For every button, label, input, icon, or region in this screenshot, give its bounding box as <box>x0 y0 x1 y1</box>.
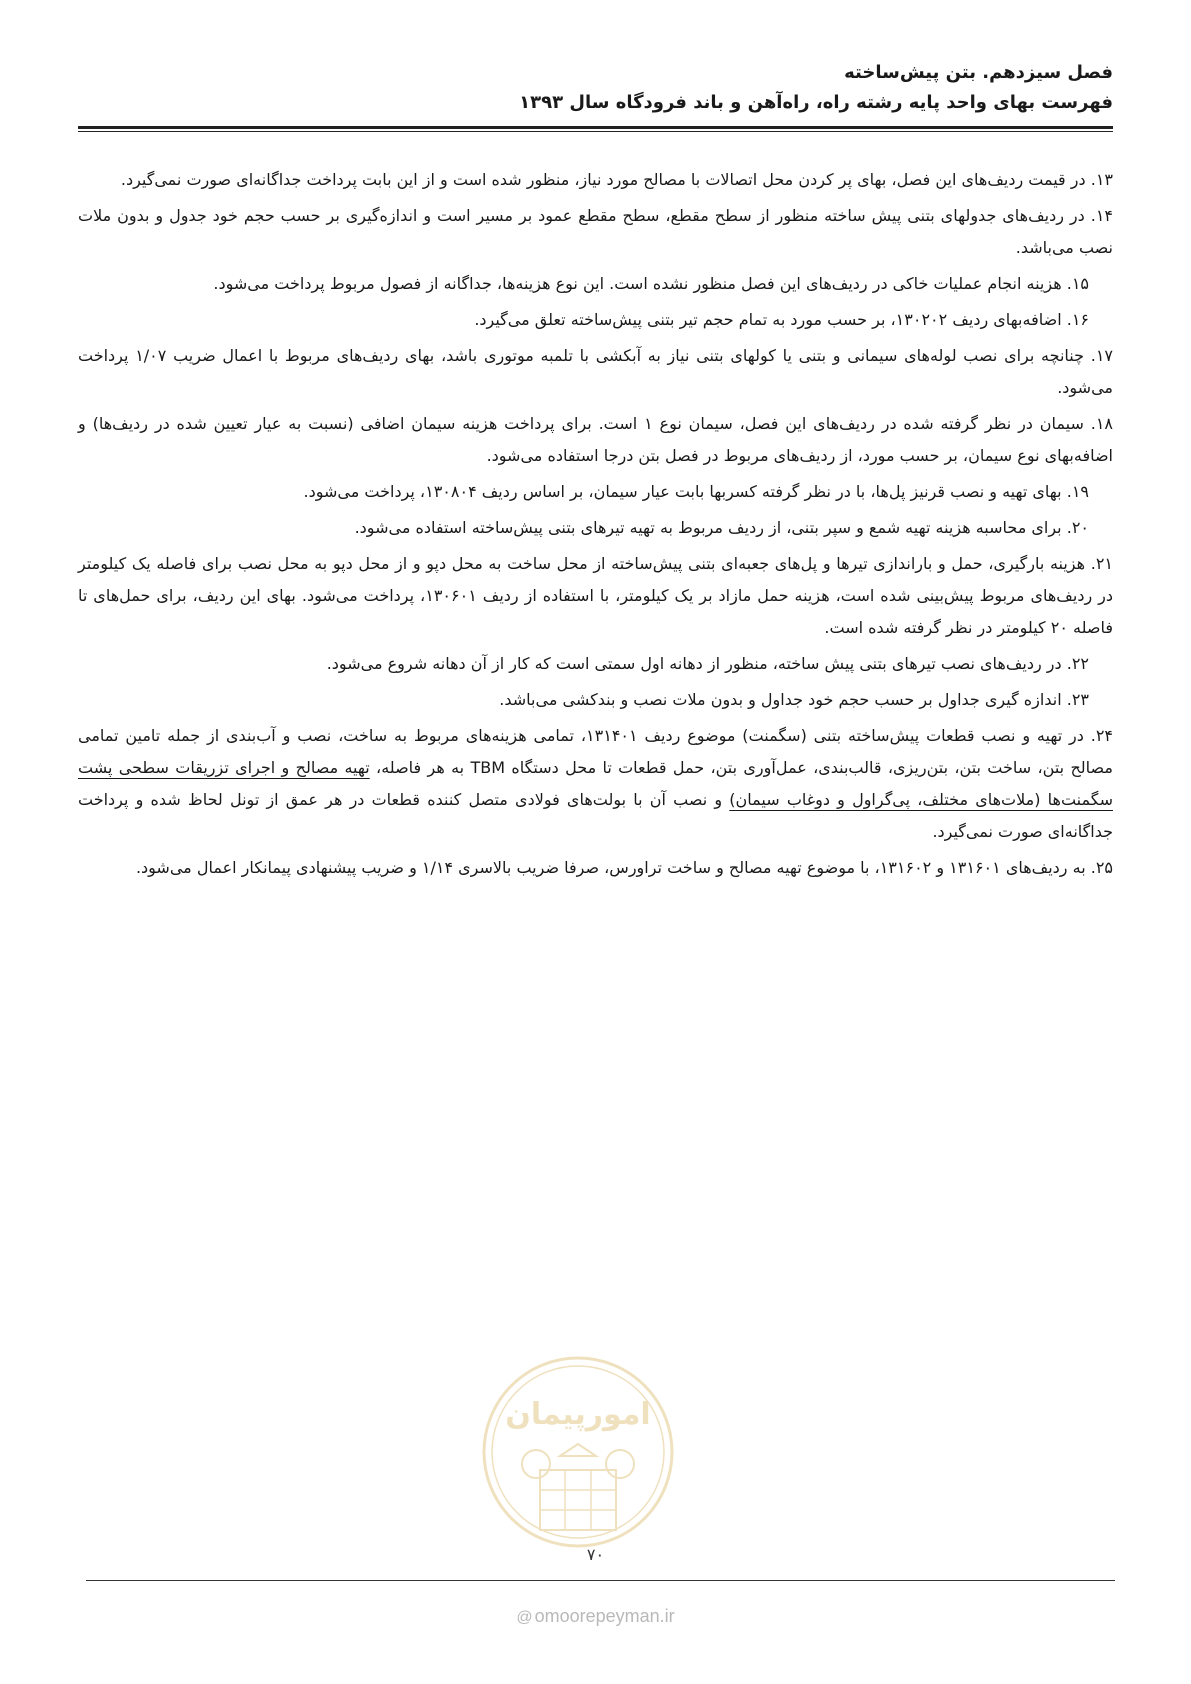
book-title: فهرست بهای واحد پایه رشته راه، راه‌آهن و باند فرودگاه سال ۱۳۹۳ <box>519 92 1113 113</box>
paragraph-13: ۱۳. در قیمت ردیف‌های این فصل، بهای پر کردن محل اتصالات با مصالح مورد نیاز، منظور شده است و از این بابت پرداخت جداگانه‌ای صورت نمی‌گیرد. <box>120 170 1113 189</box>
page-number: ۷۰ <box>586 1545 605 1564</box>
paragraph-17: ۱۷. چنانچه برای نصب لوله‌های سیمانی و بتنی یا کولهای بتنی نیاز به آبکشی با تلمبه موتوری باشد، بهای ردیف‌های مربوط با اعمال ضریب ۱/۰۷ پرداخت می‌شود. <box>78 346 1113 397</box>
paragraph-23: ۲۳. اندازه گیری جداول بر حسب حجم خود جداول و بدون ملات نصب و بندکشی می‌باشد. <box>499 690 1089 709</box>
footer-rule <box>86 1580 1115 1581</box>
paragraph-19: ۱۹. بهای تهیه و نصب قرنیز پل‌ها، با در نظر گرفته کسربها بابت عیار سیمان، بر اساس ردیف ۱۳۰۸۰۴، پرداخت می‌شود. <box>303 482 1089 501</box>
paragraph-18: ۱۸. سیمان در نظر گرفته شده در ردیف‌های این فصل، سیمان نوع ۱ است. برای پرداخت هزینه سیمان اضافی (نسبت به عیار تعیین شده در ردیف‌ها) و اضافه‌بهای نوع سیمان، بر حسب مورد، از ردیف‌های مربوط در فصل بتن درجا استفاده می‌شود. <box>78 414 1114 465</box>
paragraph-24-underlined: تهیه مصالح و اجرای تزریقات سطحی پشت سگمنت‌ها (ملات‌های مختلف، پی‌گراول و دوغاب سیمان) <box>78 758 1114 809</box>
paragraph-24-end: و نصب آن با بولت‌های فولادی متصل کننده قطعات در هر عمق از تونل لحاظ شده و پرداخت جداگانه‌ای صورت نمی‌گیرد. <box>78 790 1113 841</box>
chapter-title: فصل سیزدهم. بتن پیش‌ساخته <box>844 62 1113 83</box>
paragraph-25: ۲۵. به ردیف‌های ۱۳۱۶۰۱ و ۱۳۱۶۰۲، با موضوع تهیه مصالح و ساخت تراورس، صرفا ضریب بالاسری ۱/۱۴ و ضریب پیشنهادی پیمانکار اعمال می‌شود. <box>135 858 1113 877</box>
paragraph-14: ۱۴. در ردیف‌های جدولهای بتنی پیش ساخته منظور از سطح مقطع، سطح مقطع عمود بر مسیر است و اندازه‌گیری بر حسب حجم خود جدول و بدون ملات نصب می‌باشد. <box>78 206 1113 257</box>
paragraph-22: ۲۲. در ردیف‌های نصب تیرهای بتنی پیش ساخته، منظور از دهانه اول سمتی است که کار از آن دهانه شروع می‌شود. <box>326 654 1089 673</box>
paragraph-21: ۲۱. هزینه بارگیری، حمل و باراندازی تیرها و پل‌های جعبه‌ای بتنی پیش‌ساخته از محل ساخت به محل دپو و از محل دپو به محل نصب برای فاصله یک کیلومتر در ردیف‌های مربوط پیش‌بینی شده است، هزینه حمل مازاد بر یک کیلومتر، با استفاده از ردیف ۱۳۰۶۰۱، پرداخت می‌شود. بهای این ردیف، برای حمل‌های تا فاصله ۲۰ کیلومتر در نظر گرفته شده است. <box>78 554 1113 637</box>
paragraph-20: ۲۰. برای محاسبه هزینه تهیه شمع و سپر بتنی، از ردیف مربوط به تهیه تیرهای بتنی پیش‌ساخته استفاده می‌شود. <box>354 518 1089 537</box>
website-watermark <box>0 1606 1191 1627</box>
paragraph-15: ۱۵. هزینه انجام عملیات خاکی در ردیف‌های این فصل منظور نشده است. این نوع هزینه‌ها، جداگانه از فصول مربوط پرداخت می‌شود. <box>213 274 1089 293</box>
paragraph-24 <box>78 720 1113 848</box>
paragraph-24-start: ۲۴. در تهیه و نصب قطعات پیش‌ساخته بتنی (سگمنت) موضوع ردیف ۱۳۱۴۰۱، تمامی هزینه‌های مربوط به ساخت، نصب و آب‌بندی از جمله تامین تمامی مصالح بتن، ساخت بتن، بتن‌ریزی، قالب‌بندی، عمل‌آوری بتن، حمل قطعات تا محل دستگاه TBM به هر فاصله، <box>78 726 1114 777</box>
website-url: omoorepeyman.ir <box>534 1606 675 1626</box>
page-header <box>78 58 1113 118</box>
at-sign-icon: @ <box>516 1609 533 1626</box>
watermark-seal <box>478 1352 678 1552</box>
document-body <box>78 164 1113 888</box>
watermark-text: امورپیمان <box>505 1397 651 1432</box>
paragraph-16: ۱۶. اضافه‌بهای ردیف ۱۳۰۲۰۲، بر حسب مورد به تمام حجم تیر بتنی پیش‌ساخته تعلق می‌گیرد. <box>474 310 1089 329</box>
header-rule <box>78 126 1113 132</box>
